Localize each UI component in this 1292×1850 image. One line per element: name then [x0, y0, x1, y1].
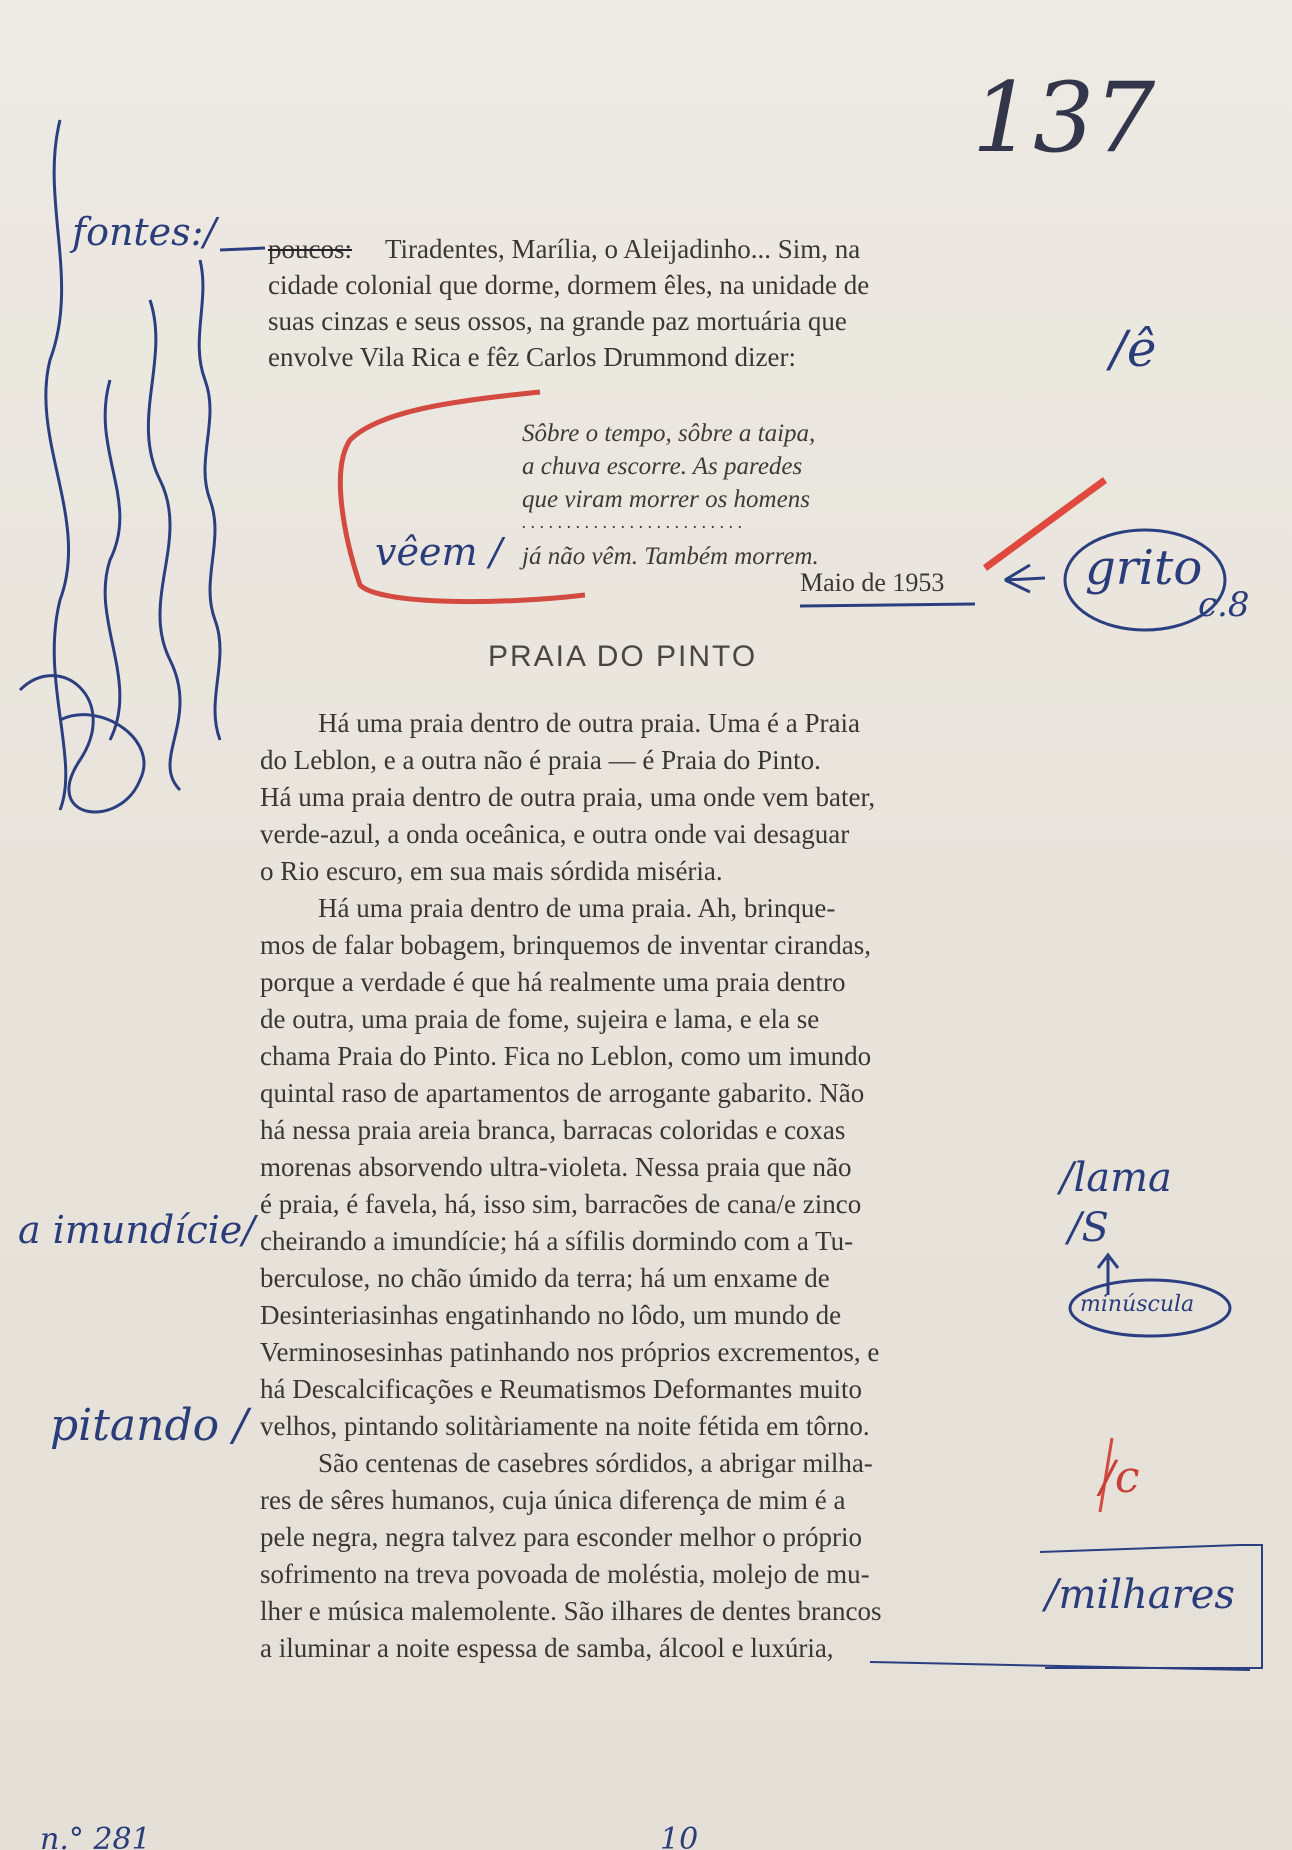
poem-line: . . . . . . . . . . . . . . . . . . . . . . . . . [522, 512, 743, 532]
article-line: chama Praia do Pinto. Fica no Leblon, como um imundo [260, 1041, 872, 1071]
article-line: há nessa praia areia branca, barracas coloridas e coxas [260, 1115, 846, 1145]
margin-note-s: /S [1068, 1205, 1109, 1251]
poem-date: Maio de 1953 [800, 568, 945, 597]
page-number: 137 [972, 62, 1156, 174]
poem-line: a chuva escorre. As paredes [522, 453, 803, 480]
poem-line: já não vêm. Também morrem. [522, 543, 819, 570]
article-line: lher e música malemolente. São ilhares de dentes brancos [260, 1596, 882, 1626]
article-line: Há uma praia dentro de outra praia, uma onde vem bater, [260, 782, 876, 812]
article-line: Verminosesinhas patinhando nos próprios excrementos, e [260, 1337, 880, 1367]
article-line: cheirando a imundície; há a sífilis dormindo com a Tu- [260, 1226, 854, 1256]
article-line: São centenas de casebres sórdidos, a abrigar milha- [318, 1448, 873, 1478]
article-line: de outra, uma praia de fome, sujeira e lama, e ela se [260, 1004, 820, 1034]
article-line: verde-azul, a onda oceânica, e outra onde vai desaguar [260, 819, 850, 849]
article-line: o Rio escuro, em sua mais sórdida miséria. [260, 856, 723, 886]
article-line: Há uma praia dentro de outra praia. Uma é a Praia [318, 708, 861, 738]
article-line: velhos, pintando solitàriamente na noite fétida em tôrno. [260, 1411, 870, 1441]
margin-note-c: /c [1100, 1452, 1140, 1503]
article-line: há Descalcificações e Reumatismos Deformantes muito [260, 1374, 863, 1404]
poem-line: Sôbre o tempo, sôbre a taipa, [522, 420, 816, 447]
article-title: PRAIA DO PINTO [488, 640, 758, 673]
intro-line: envolve Vila Rica e fêz Carlos Drummond dizer: [268, 342, 796, 372]
margin-note-veem: vêem / [375, 530, 503, 574]
article-line: Desinteriasinhas engatinhando no lôdo, um mundo de [260, 1300, 842, 1330]
article-line: morenas absorvendo ultra-violeta. Nessa praia que não [260, 1152, 852, 1182]
article-line: é praia, é favela, há, isso sim, barracões de cana/e zinco [260, 1189, 862, 1219]
article-line: a iluminar a noite espessa de samba, álcool e luxúria, [260, 1633, 834, 1663]
article-line: porque a verdade é que há realmente uma praia dentro [260, 967, 846, 997]
intro-line: suas cinzas e seus ossos, na grande paz mortuária que [268, 306, 847, 336]
margin-note-milhares: /milhares [1045, 1572, 1235, 1618]
intro-line: Tiradentes, Marília, o Aleijadinho... Sim, na [385, 234, 861, 264]
article-line: res de sêres humanos, cuja única diferença de mim é a [260, 1485, 846, 1515]
margin-note-grito: grito [1085, 540, 1203, 596]
article-line: berculose, no chão úmido da terra; há um enxame de [260, 1263, 830, 1293]
article-line: quintal raso de apartamentos de arrogante gabarito. Não [260, 1078, 865, 1108]
article-line: do Leblon, e a outra não é praia — é Praia do Pinto. [260, 745, 821, 775]
margin-note-pitando: pitando / [50, 1400, 248, 1451]
margin-note-bottom-center: 10 [660, 1822, 699, 1850]
margin-note-imundicie: a imundície/ [18, 1208, 256, 1252]
margin-note-minuscula: minúscula [1080, 1292, 1195, 1317]
margin-note-fontes: fontes:/ [72, 210, 217, 254]
margin-note-bottom-left: n.° 281 [40, 1822, 151, 1850]
poem-line: que viram morrer os homens [522, 486, 810, 513]
article-line: Há uma praia dentro de uma praia. Ah, brinque- [318, 893, 836, 923]
article-line: pele negra, negra talvez para esconder melhor o próprio [260, 1522, 862, 1552]
margin-note-c8: c.8 [1198, 585, 1250, 625]
margin-note-e: /ê [1110, 320, 1157, 378]
margin-note-lama: /lama [1060, 1155, 1172, 1201]
intro-line: cidade colonial que dorme, dormem êles, na unidade de [268, 270, 870, 300]
article-line: sofrimento na treva povoada de moléstia, molejo de mu- [260, 1559, 870, 1589]
article-line: mos de falar bobagem, brinquemos de inventar cirandas, [260, 930, 872, 960]
struck-word: poucos: [268, 234, 352, 264]
